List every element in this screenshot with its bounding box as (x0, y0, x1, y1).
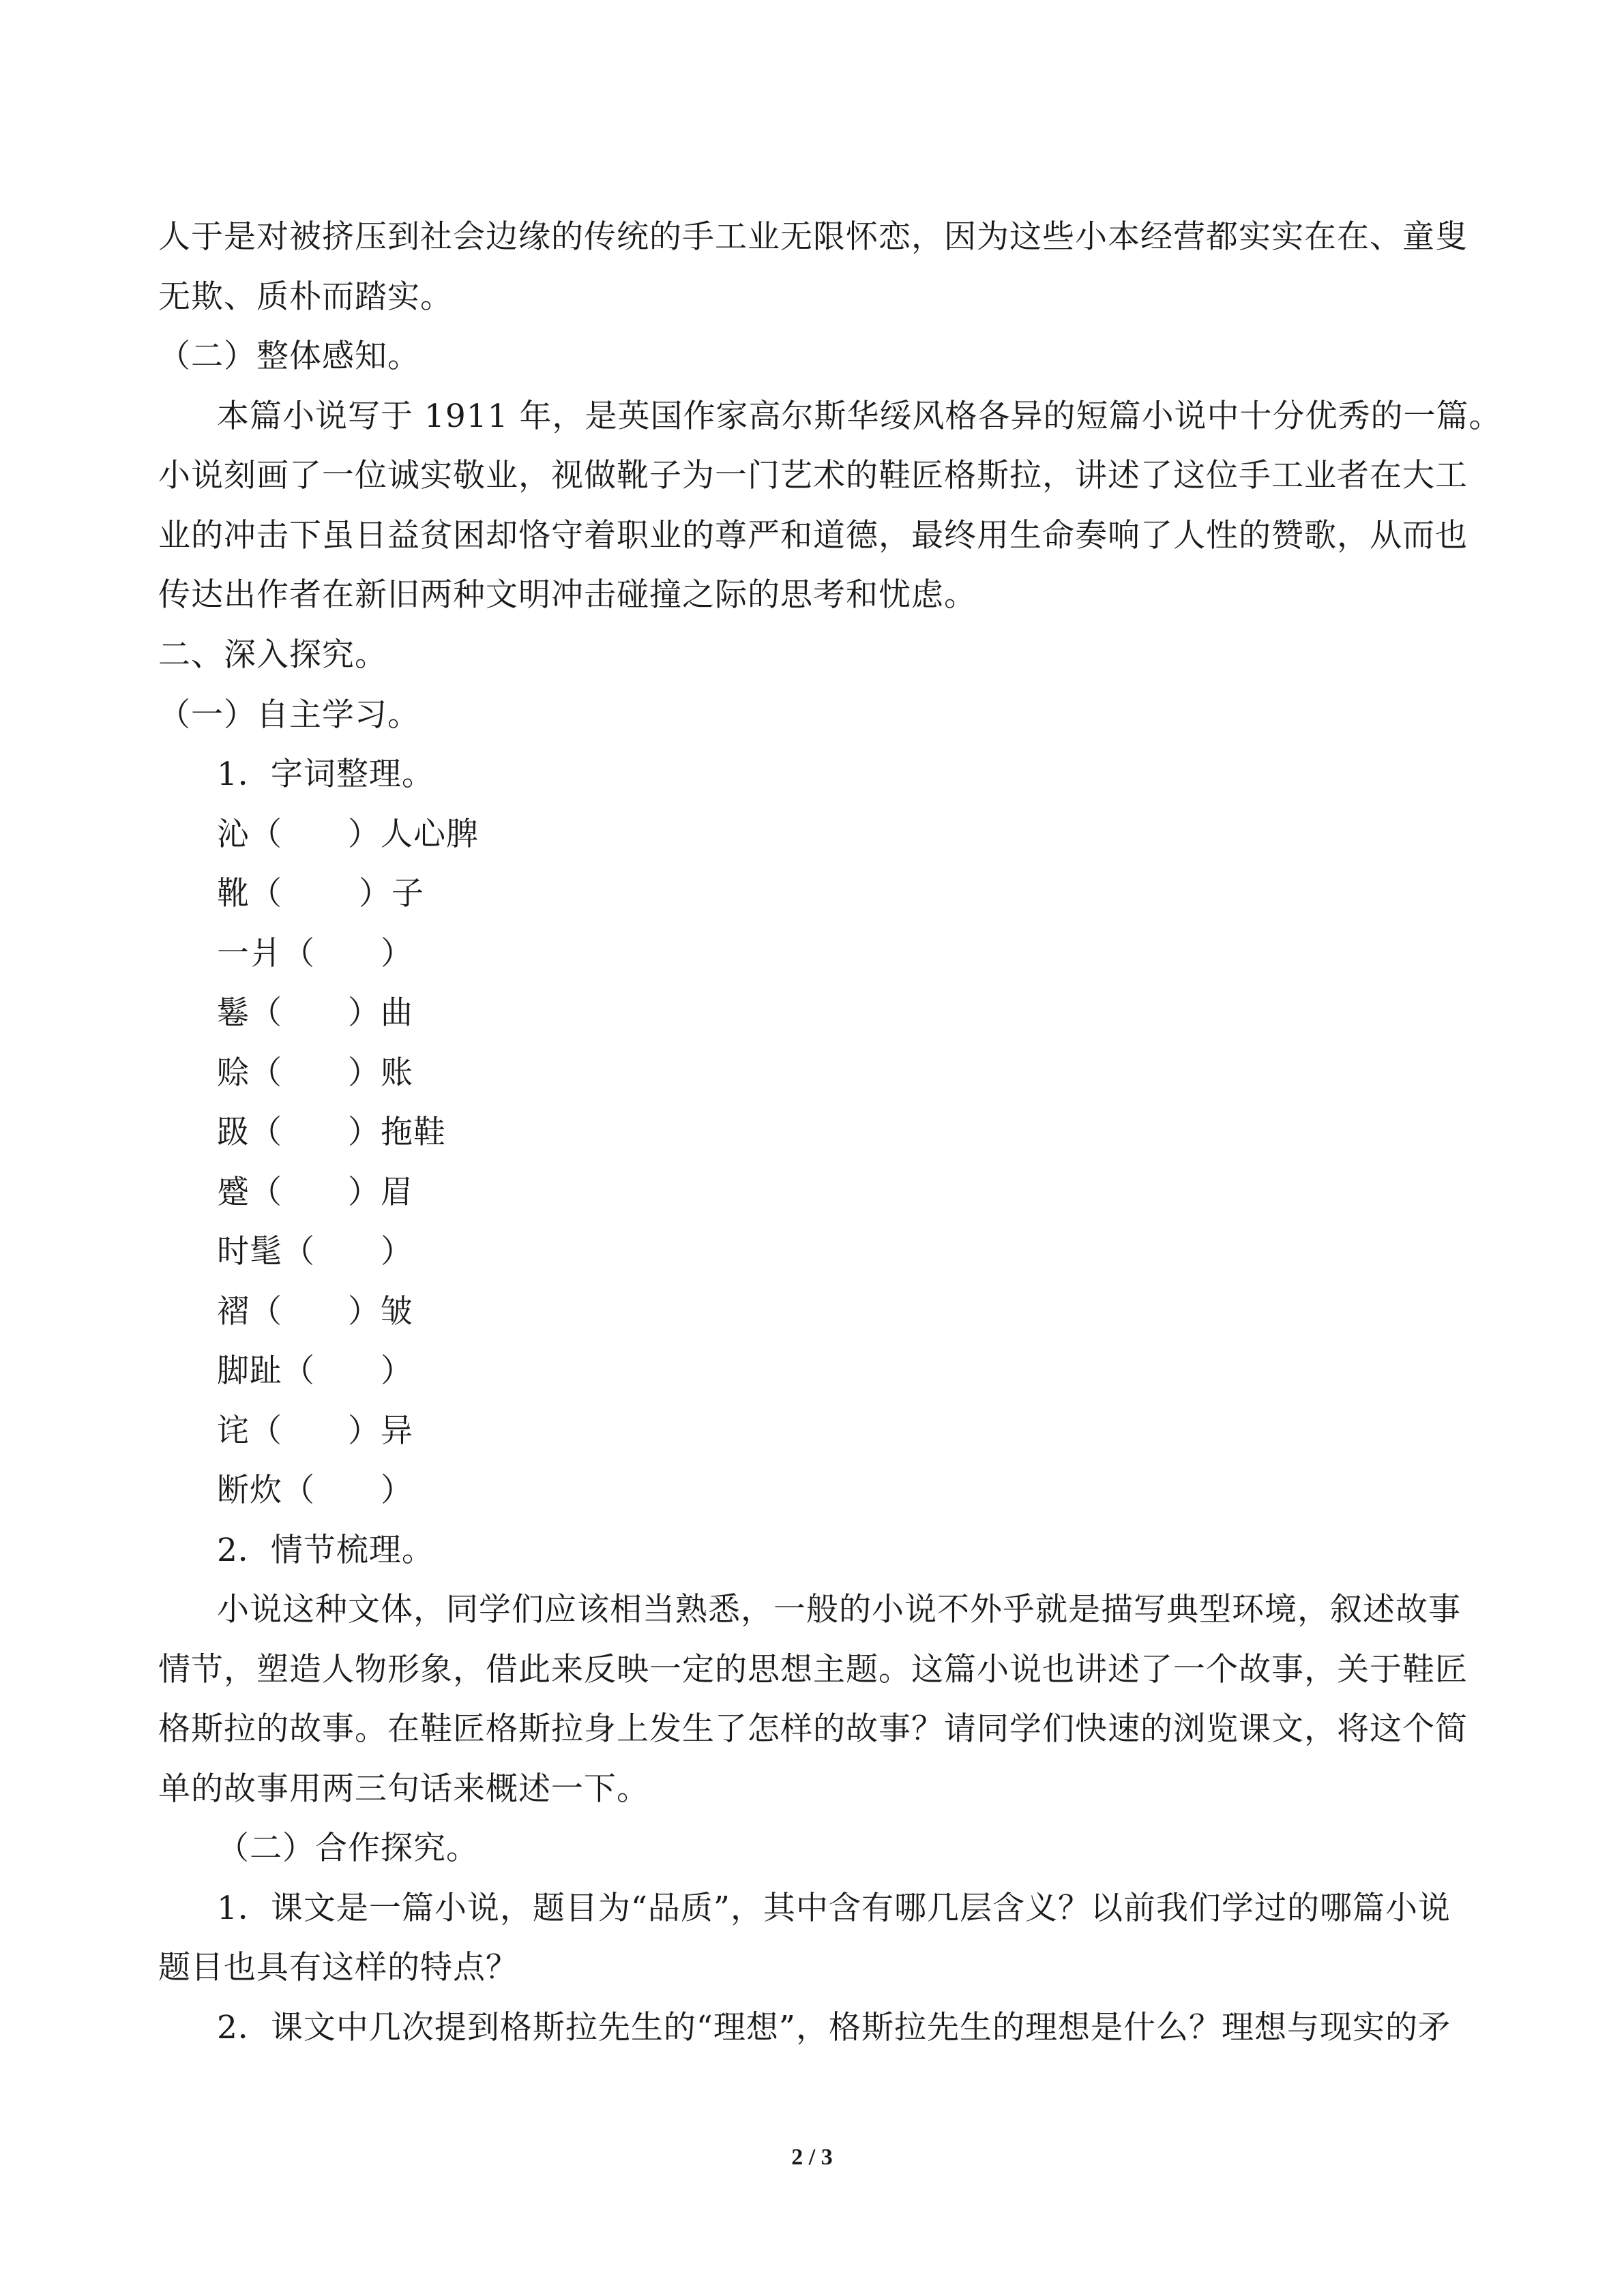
vocab-item: 时髦（ ） (217, 1233, 413, 1270)
text-line: 小说刻画了一位诚实敬业，视做靴子为一门艺术的鞋匠格斯拉，讲述了这位手工业者在大工 (158, 457, 1468, 494)
text-line: 题目也具有这样的特点？ (158, 1949, 518, 1986)
text-line: 传达出作者在新旧两种文明冲击碰撞之际的思考和忧虑。 (158, 576, 977, 614)
vocab-item: 靴（ ）子 (217, 875, 424, 912)
list-heading: 2．情节梳理。 (217, 1532, 434, 1569)
vocab-item: 一爿（ ） (217, 935, 413, 972)
question-item: 2．课文中几次提到格斯拉先生的“理想”，格斯拉先生的理想是什么？理想与现实的矛 (217, 2009, 1451, 2046)
vocab-item: 蹙（ ）眉 (217, 1174, 413, 1211)
vocab-item: 断炊（ ） (217, 1472, 413, 1509)
section-subheading: （二）整体感知。 (158, 338, 420, 375)
text-line: 业的冲击下虽日益贫困却恪守着职业的尊严和道德，最终用生命奏响了人性的赞歌，从而也 (158, 517, 1468, 554)
text-line: 情节，塑造人物形象，借此来反映一定的思想主题。这篇小说也讲述了一个故事，关于鞋匠 (158, 1651, 1468, 1688)
text-line: 无欺、质朴而踏实。 (158, 278, 453, 316)
text-line: 单的故事用两三句话来概述一下。 (158, 1770, 649, 1808)
vocab-item: 诧（ ）异 (217, 1412, 413, 1450)
vocab-item: 趿（ ）拖鞋 (217, 1114, 446, 1151)
vocab-item: 褶（ ）皱 (217, 1293, 413, 1330)
text-line: 格斯拉的故事。在鞋匠格斯拉身上发生了怎样的故事？请同学们快速的浏览课文，将这个简 (158, 1710, 1468, 1748)
list-heading: 1．字词整理。 (217, 756, 434, 793)
text-line: 小说这种文体，同学们应该相当熟悉，一般的小说不外乎就是描写典型环境，叙述故事 (217, 1591, 1461, 1628)
vocab-item: 赊（ ）账 (217, 1054, 413, 1092)
vocab-item: 沁（ ）人心脾 (217, 816, 479, 853)
page-number: 2 / 3 (791, 2145, 833, 2170)
vocab-item: 鬈（ ）曲 (217, 994, 413, 1032)
section-subheading: （二）合作探究。 (217, 1830, 479, 1867)
text-line: 本篇小说写于 1911 年，是英国作家高尔斯华绥风格各异的短篇小说中十分优秀的一篇。 (217, 398, 1502, 435)
section-subheading: （一）自主学习。 (158, 696, 420, 734)
section-heading: 二、深入探究。 (158, 636, 387, 674)
vocab-item: 脚趾（ ） (217, 1352, 413, 1390)
text-line: 人于是对被挤压到社会边缘的传统的手工业无限怀恋，因为这些小本经营都实实在在、童叟 (158, 218, 1468, 256)
question-item: 1．课文是一篇小说，题目为“品质”，其中含有哪几层含义？以前我们学过的哪篇小说 (217, 1890, 1451, 1927)
